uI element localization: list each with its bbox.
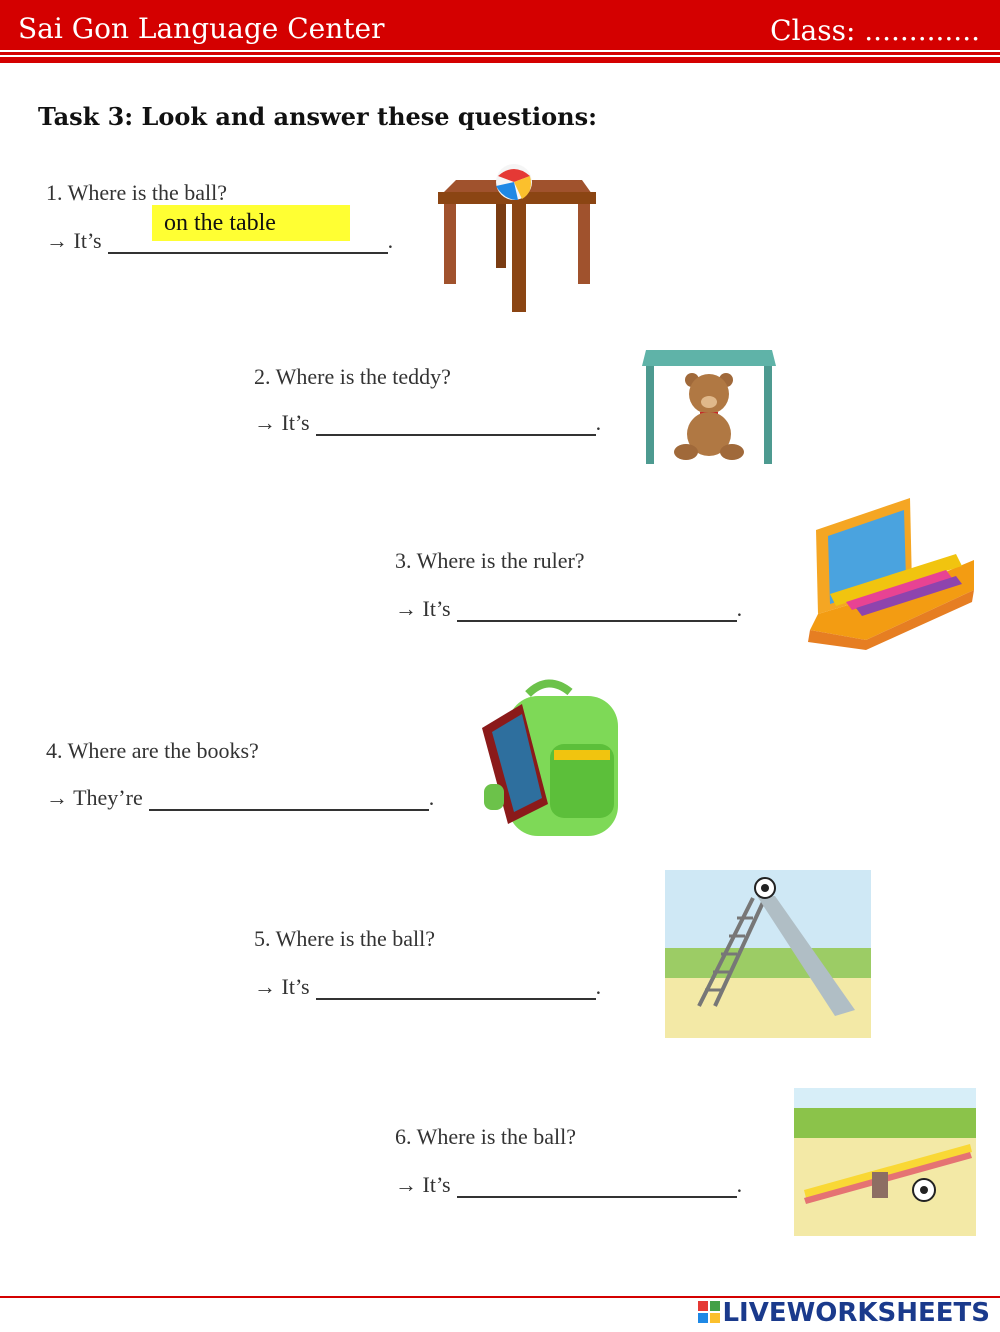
logo-text: LIVEWORKSHEETS	[722, 1298, 990, 1328]
answer-end-3: .	[736, 596, 743, 621]
question-2: 2. Where is the teddy?	[254, 364, 451, 389]
task-title: Task 3: Look and answer these questions:	[38, 102, 597, 131]
answer-input-1[interactable]	[152, 205, 350, 241]
header-divider-thick	[0, 57, 1000, 63]
answer-prefix-6: → It’s	[395, 1172, 451, 1197]
question-6: 6. Where is the ball?	[395, 1124, 577, 1149]
liveworksheets-logo	[698, 1298, 990, 1328]
ball-on-slide-icon	[665, 870, 871, 1038]
answer-row-2	[254, 410, 601, 436]
answer-prefix-4: → They’re	[46, 785, 143, 810]
page-header	[0, 0, 1000, 50]
answer-line-6	[457, 1176, 737, 1198]
question-3: 3. Where is the ruler?	[395, 548, 585, 573]
answer-line-5	[316, 978, 596, 1000]
books-in-backpack-icon	[478, 674, 638, 842]
class-label: Class: .............	[770, 14, 980, 47]
answer-end-6: .	[736, 1172, 743, 1197]
question-4: 4. Where are the books?	[46, 738, 259, 763]
answer-row-6	[395, 1172, 742, 1198]
answer-row-5	[254, 974, 601, 1000]
teddy-under-table-icon	[642, 346, 776, 466]
liveworksheets-logo-icon	[698, 1301, 720, 1323]
answer-prefix-1: → It’s	[46, 228, 102, 253]
ball-near-seesaw-icon	[794, 1088, 976, 1236]
answer-line-3	[457, 600, 737, 622]
ruler-in-pencil-case-icon	[806, 490, 978, 652]
answer-row-3	[395, 596, 742, 622]
answer-line-4	[149, 789, 429, 811]
answer-end-2: .	[595, 410, 602, 435]
center-name: Sai Gon Language Center	[18, 12, 385, 45]
answer-end-1: .	[387, 228, 394, 253]
answer-end-4: .	[428, 785, 435, 810]
answer-prefix-5: → It’s	[254, 974, 310, 999]
answer-row-4	[46, 785, 434, 811]
question-1: 1. Where is the ball?	[46, 180, 228, 205]
answer-end-5: .	[595, 974, 602, 999]
header-divider	[0, 52, 1000, 55]
answer-prefix-2: → It’s	[254, 410, 310, 435]
question-5: 5. Where is the ball?	[254, 926, 436, 951]
answer-line-2	[316, 414, 596, 436]
answer-prefix-3: → It’s	[395, 596, 451, 621]
ball-on-table-icon	[432, 162, 602, 314]
